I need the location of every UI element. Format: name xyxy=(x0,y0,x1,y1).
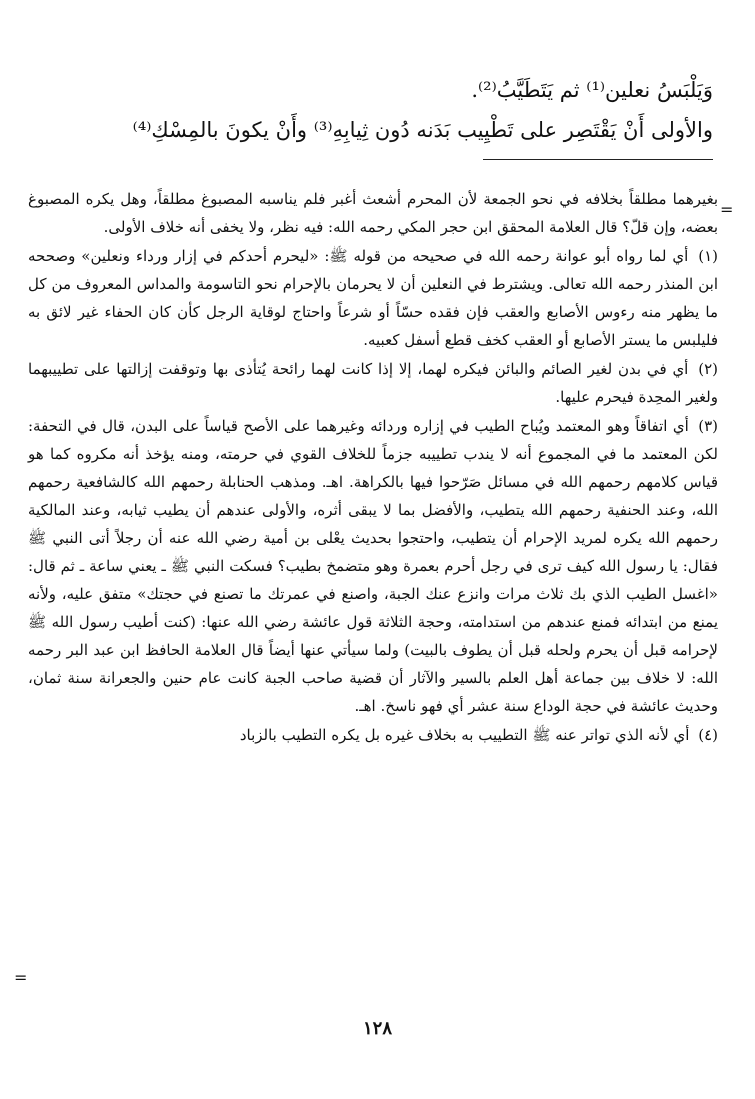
footnote-3-number: (٣) xyxy=(698,417,718,435)
main-text xyxy=(30,70,713,150)
footnote-4-text: أي لأنه الذي تواتر عنه ﷺ التطييب به بخلاف غيره بل يكره التطيب بالزباد xyxy=(239,726,690,744)
footnote-2 xyxy=(28,355,718,411)
footnote-3 xyxy=(28,412,718,720)
footnotes xyxy=(28,185,718,750)
main-text-line-1: وَيَلْبَسُ نعلين⁽¹⁾ ثم يَتَطَيَّبُ⁽²⁾. xyxy=(471,78,713,102)
continuation-mark-bottom: = xyxy=(14,968,28,987)
continuation-mark-top: = xyxy=(720,200,734,219)
footnote-4 xyxy=(28,721,718,749)
page-number: ١٢٨ xyxy=(362,1018,392,1039)
footnote-3-text: أي اتفاقاً وهو المعتمد ويُباح الطيب في إزاره وردائه وغيرهما على الأصح قياساً على البدن، قال في التحفة: لكن المعتمد ما في المجموع أنه لا يندب تطييبه جزماً للخلاف القوي في حرمته، ومنه يؤخذ أنه مكروه كما هو قياس كلامهم رحمهم الله في مسائل صَرّحوا فيها بالكراهة. اهـ. ومذهب الحنابلة رحمهم الله كالشافعية رحمهم الله، وعند الحنفية رحمهم الله يتطيب، والأفضل بما لا يبقى أثره، والأولى عندهم أن يطيب ثيابه، وعند المالكية رحمهم الله يكره لمريد الإحرام أن يتطيب، واحتجوا بحديث يعْلى بن أمية رضي الله عنه أن رجلاً أتى النبي ﷺ فقال: يا رسول الله كيف ترى في رجل أحرم بعمرة وهو متضمخ بطيب؟ فسكت النبي ﷺ ـ يعني ساعة ـ ثم قال: «اغسل الطيب الذي بك ثلاث مرات وانزع عنك الجبة، واصنع في عمرتك ما تصنع في حجتك» متفق عليه، ولأنه يمنع من ابتدائه فمنع عندهم من استدامته، وحجة الثلاثة قول عائشة رضي الله عنها: (كنت أطيب رسول الله ﷺ لإحرامه قبل أن يحرم ولحله قبل أن يطوف بالبيت) ولما سيأتي عنها أيضاً قال العلامة الحافظ ابن عبد البر رحمه الله: لا خلاف بين جماعة أهل العلم بالسير والآثار أن قضية صاحب الجبة كانت عام حنين والجعرانة سنة ثمان، وحديث عائشة في حجة الوداع سنة عشر أي فهو ناسخ. اهـ. xyxy=(28,417,718,715)
footnote-1-text: أي لما رواه أبو عوانة رحمه الله في صحيحه من قوله ﷺ: «ليحرم أحدكم في إزار ورداء ونعلين» وصححه ابن المنذر رحمه الله تعالى. ويشترط في النعلين أن لا يحرمان بالإحرام نحو التاسومة والمداس المعروف من كل ما يظهر منه رءوس الأصابع والعقب فإن فقده حسّاً أو شرعاً واحتاج لوقاية الرجل كأن كان الحفاء غير لائق به فليلبس ما يستر الأصابع أو العقب كخف قطع أسفل كعبيه. xyxy=(28,247,718,349)
footnote-4-number: (٤) xyxy=(698,726,718,744)
footnote-continued: بغيرهما مطلقاً بخلافه في نحو الجمعة لأن المحرم أشعث أغبر فلم يناسبه المصبوغ مطلقاً، وهل يكره المصبوغ بعضه، وإن قلّ؟ قال العلامة المحقق ابن حجر المكي رحمه الله: فيه نظر، ولا يخفى أنه خلاف الأولى. xyxy=(28,190,718,236)
footnote-separator xyxy=(483,159,713,160)
main-text-line-2: والأولى أَنْ يَقْتَصِر على تَطْيِيب بَدَنه دُون ثِيابِهِ⁽³⁾ وأَنْ يكونَ بالمِسْكِ⁽⁴⁾ xyxy=(132,118,713,142)
footnote-2-text: أي في بدن لغير الصائم والبائن فيكره لهما، إلا إذا كانت لهما رائحة يُتأذى بها وتوقفت إزالتها على تطييبهما ولغير المحِدة فيحرم عليها. xyxy=(28,360,718,406)
footnote-1 xyxy=(28,242,718,354)
footnote-2-number: (٢) xyxy=(698,360,718,378)
footnote-1-number: (١) xyxy=(698,247,718,265)
